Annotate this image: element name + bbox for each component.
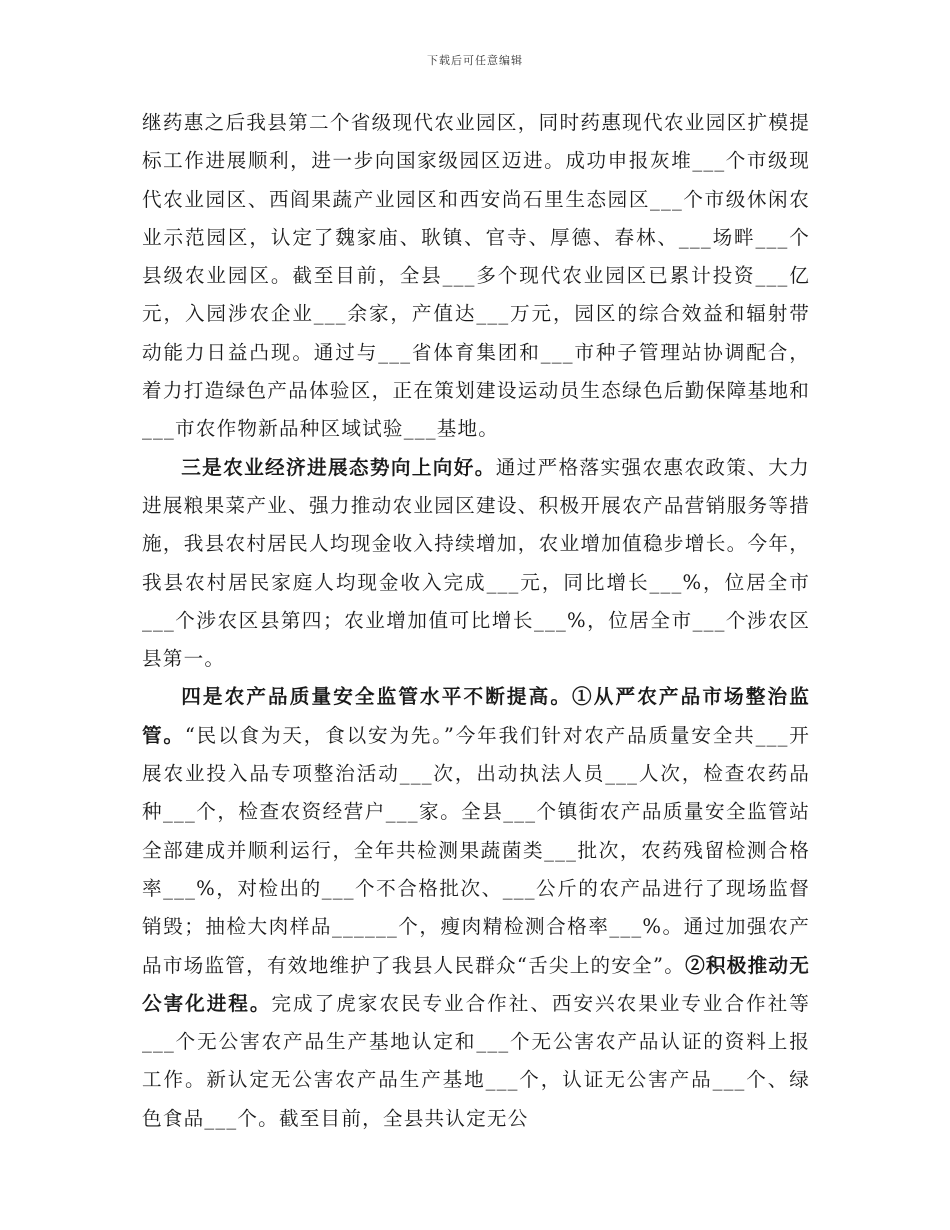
document-body: [142, 104, 810, 1138]
paragraph-heading: 三是农业经济进展态势向上向好。: [181, 455, 496, 479]
paragraph-text: 继药惠之后我县第二个省级现代农业园区，同时药惠现代农业园区扩模提标工作进展顺利，进一步向国家级园区迈进。成功申报灰堆___个市级现代农业园区、西阎果蔬产业园区和西安尚石里生态园区___个市级休闲农业示范园区，认定了魏家庙、耿镇、官寺、厚德、春林、___场畔___个县级农业园区。截至目前，全县___多个现代农业园区已累计投资___亿元，入园涉农企业___余家，产值达___万元，园区的综合效益和辐射带动能力日益凸现。通过与___省体育集团和___市种子管理站协调配合，着力打造绿色产品体验区，正在策划建设运动员生态绿色后勤保障基地和___市农作物新品种区域试验___基地。: [142, 111, 810, 441]
paragraph-text: “民以食为天，食以安为先。”今年我们针对农产品质量安全共___开展农业投入品专项整治活动___次，出动执法人员___人次，检查农药品种___个，检查农资经营户___家。全县___个镇街农产品质量安全监管站全部建成并顺利运行，全年共检测果蔬菌类___批次，农药残留检测合格率___%，对检出的___个不合格批次、___公斤的农产品进行了现场监督销毁；抽检大肉样品______个，瘦肉精检测合格率___%。通过加强农产品市场监管，有效地维护了我县人民群众“舌尖上的安全”。: [142, 723, 810, 977]
paragraph-heading: 四是农产品质量安全监管水平不断提高。①从严农产品市场整治监管。: [142, 685, 810, 747]
paragraph-subheading: ②积极推动无公害化进程。: [142, 953, 811, 1015]
paragraph-text: 完成了虎家农民专业合作社、西安兴农果业专业合作社等___个无公害农产品生产基地认定和___个无公害农产品认证的资料上报工作。新认定无公害农产品生产基地___个，认证无公害产品___个、绿色食品___个。截至目前，全县共认定无公: [142, 991, 811, 1130]
paragraph-economy: [142, 449, 810, 679]
paragraph-parks: [142, 104, 810, 449]
paragraph-text: 通过严格落实强农惠农政策、大力进展粮果菜产业、强力推动农业园区建设、积极开展农产品营销服务等措施，我县农村居民人均现金收入持续增加，农业增加值稳步增长。今年，我县农村居民家庭人均现金收入完成___元，同比增长___%，位居全市___个涉农区县第四；农业增加值可比增长___%，位居全市___个涉农区县第一。: [142, 455, 811, 671]
paragraph-quality-safety: [142, 678, 810, 1138]
page-header: 下载后可任意编辑: [427, 54, 523, 67]
